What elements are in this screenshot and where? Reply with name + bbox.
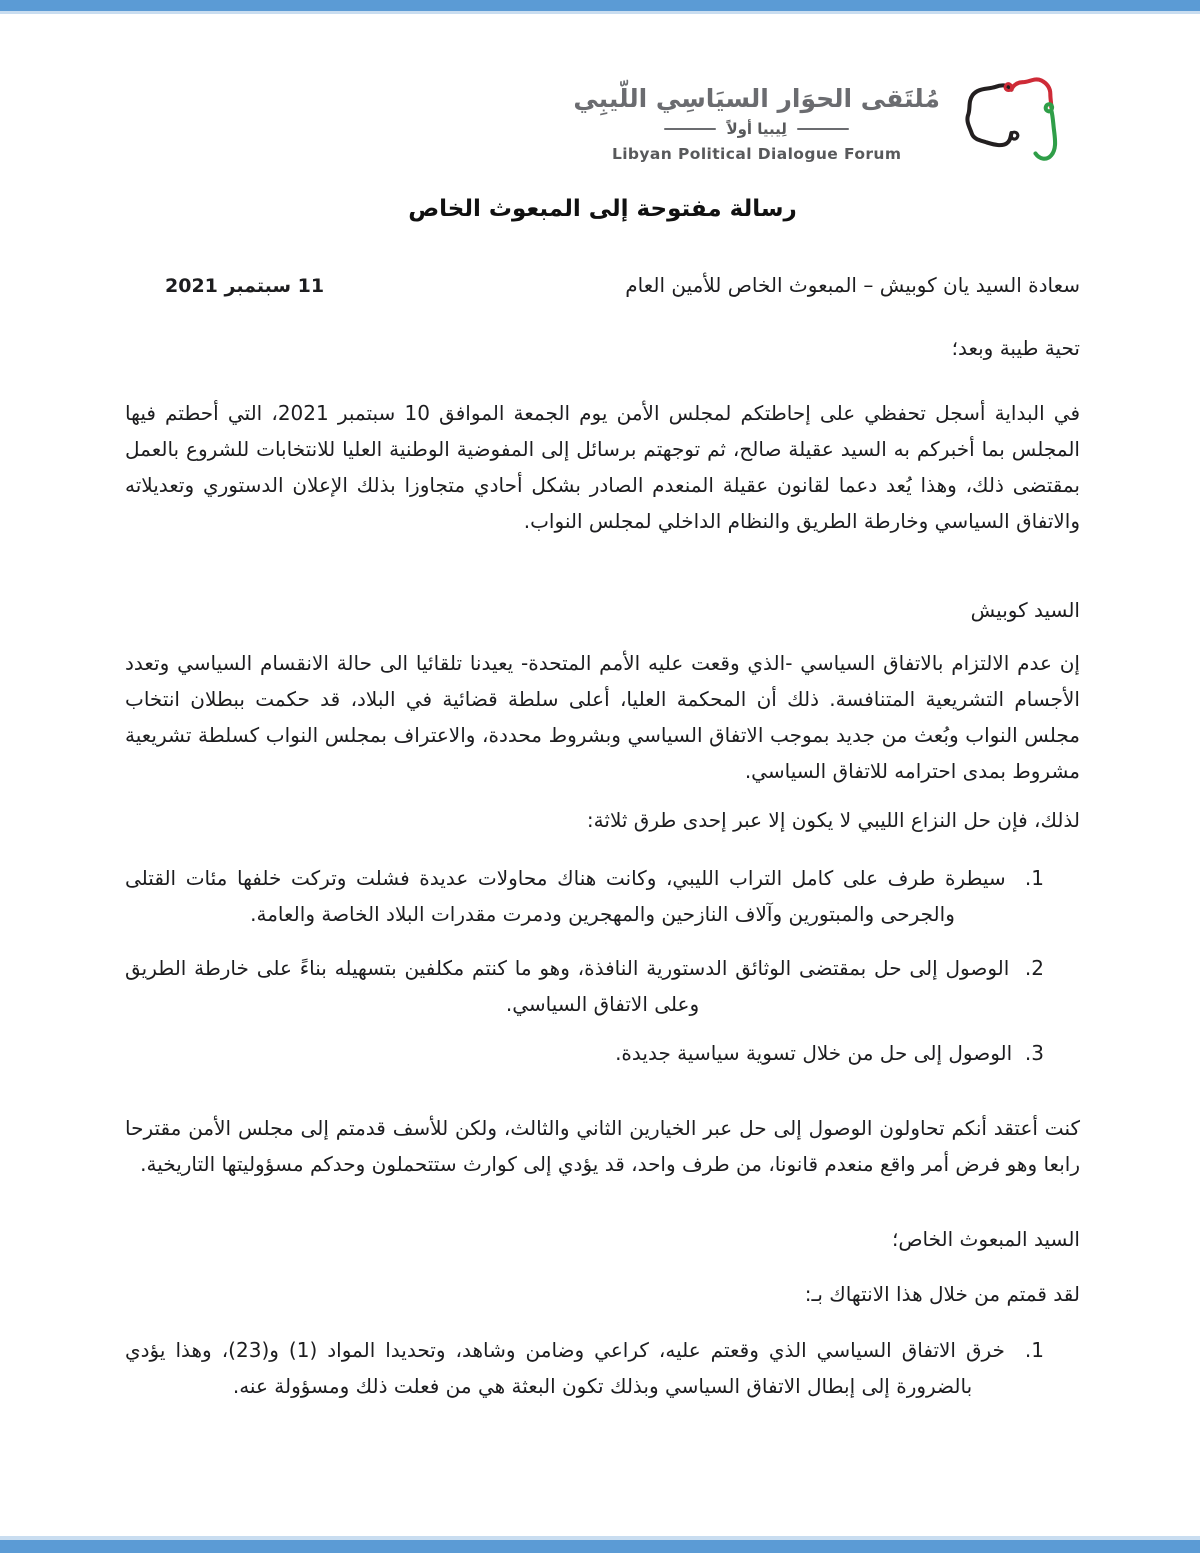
logo-arabic-subtitle-text: لِيبيا أولاً xyxy=(726,119,787,138)
logo-dash-right xyxy=(797,128,849,130)
letter-body xyxy=(0,14,1200,1536)
logo-arabic-subtitle xyxy=(664,120,849,138)
paragraph-opening: في البداية أسجل تحفظي على إحاطتكم لمجلس الأمن يوم الجمعة الموافق 10 سبتمبر 2021، التي أحطتم فيها المجلس بما أخبركم به السيد عقيلة صالح، ثم توجهتم برسائل إلى المفوضية الوطنية العليا للانتخابات للشروع بالعمل بمقتضى ذلك، وهذا يُعد دعما لقانون عقيلة المنعدم الصادر بشكل أحادي متجاوزا بذلك الإعلان الدستوري وتعديلاته والاتفاق السياسي وخارطة الطريق والنظام الداخلي لمجلس النواب. xyxy=(125,401,1080,533)
violation-item-1 xyxy=(125,1332,1080,1404)
heading-mr-kubis: السيد كوبيش xyxy=(970,598,1080,622)
logo xyxy=(125,72,1080,176)
list-item-2-text: الوصول إلى حل بمقتضى الوثائق الدستورية النافذة، وهو ما كنتم مكلفين بتسهيله بناءً على خارطة الطريق وعلى الاتفاق السياسي. xyxy=(125,956,1010,1016)
three-ways-list xyxy=(125,860,1080,1071)
list-item-3-text: الوصول إلى حل من خلال تسوية سياسية جديدة. xyxy=(615,1041,1013,1065)
letter-title: رسالة مفتوحة إلى المبعوث الخاص xyxy=(408,196,797,222)
violations-list xyxy=(125,1332,1080,1404)
recipient-line: سعادة السيد يان كوبيش – المبعوث الخاص للأمين العام xyxy=(625,273,1080,297)
list-item-1 xyxy=(125,860,1080,932)
lead-violation: لقد قمتم من خلال هذا الانتهاك بـ: xyxy=(804,1282,1080,1306)
heading-special-envoy: السيد المبعوث الخاص؛ xyxy=(892,1227,1080,1251)
list-item-3 xyxy=(125,1035,1080,1071)
page-top-border xyxy=(0,0,1200,11)
list-item-1-number: 1. xyxy=(1024,866,1044,890)
greeting-line: تحية طيبة وبعد؛ xyxy=(951,336,1080,360)
list-item-1-text: سيطرة طرف على كامل التراب الليبي، وكانت هناك محاولات عديدة فشلت وتركت خلفها مئات القتلى والجرحى والمبتورين وآلاف النازحين والمهجرين ودمرت مقدرات البلاد الخاصة والعامة. xyxy=(125,866,1006,926)
libya-map-icon xyxy=(954,72,1080,176)
paragraph-fourth-proposal: كنت أعتقد أنكم تحاولون الوصول إلى حل عبر الخيارين الثاني والثالث، ولكن للأسف قدمتم إلى مجلس الأمن مقترحا رابعا وهو فرض أمر واقع منعدم قانونا، من طرف واحد، قد يؤدي إلى كوارث ستتحملون وحدكم مسؤوليتها التاريخية. xyxy=(125,1116,1080,1176)
list-item-2 xyxy=(125,950,1080,1022)
salutation-row xyxy=(125,270,1080,301)
logo-english-title: Libyan Political Dialogue Forum xyxy=(611,144,902,163)
logo-arabic-title: مُلتَقى الحوَار السيَاسِي اللّيبِي xyxy=(573,84,940,114)
violation-item-1-text: خرق الاتفاق السياسي الذي وقعتم عليه، كراعي وضامن وشاهد، وتحديدا المواد (1) و(23)، وهذا يؤدي بالضرورة إلى إبطال الاتفاق السياسي وبذلك تكون البعثة هي من فعلت ذلك ومسؤولة عنه. xyxy=(125,1338,1005,1398)
violation-item-1-number: 1. xyxy=(1024,1338,1044,1362)
logo-dash-left xyxy=(664,128,716,130)
logo-text-block xyxy=(573,85,940,163)
page-bottom-border xyxy=(0,1540,1200,1553)
list-item-2-number: 2. xyxy=(1024,956,1045,980)
list-item-3-number: 3. xyxy=(1024,1041,1044,1065)
paragraph-political-agreement: إن عدم الالتزام بالاتفاق السياسي -الذي وقعت عليه الأمم المتحدة- يعيدنا تلقائيا الى حالة الانقسام السياسي وتعدد الأجسام التشريعية المتنافسة. ذلك أن المحكمة العليا، أعلى سلطة قضائية في البلاد، قد حكمت ببطلان انتخاب مجلس النواب وبُعث من جديد بموجب الاتفاق السياسي وبشروط محددة، والاعتراف بمجلس النواب كسلطة تشريعية مشروط بمدى احترامه للاتفاق السياسي. xyxy=(125,651,1080,783)
lead-three-ways: لذلك، فإن حل النزاع الليبي لا يكون إلا عبر إحدى طرق ثلاثة: xyxy=(586,808,1080,832)
letter-date: 11 سبتمبر 2021 xyxy=(165,275,325,297)
